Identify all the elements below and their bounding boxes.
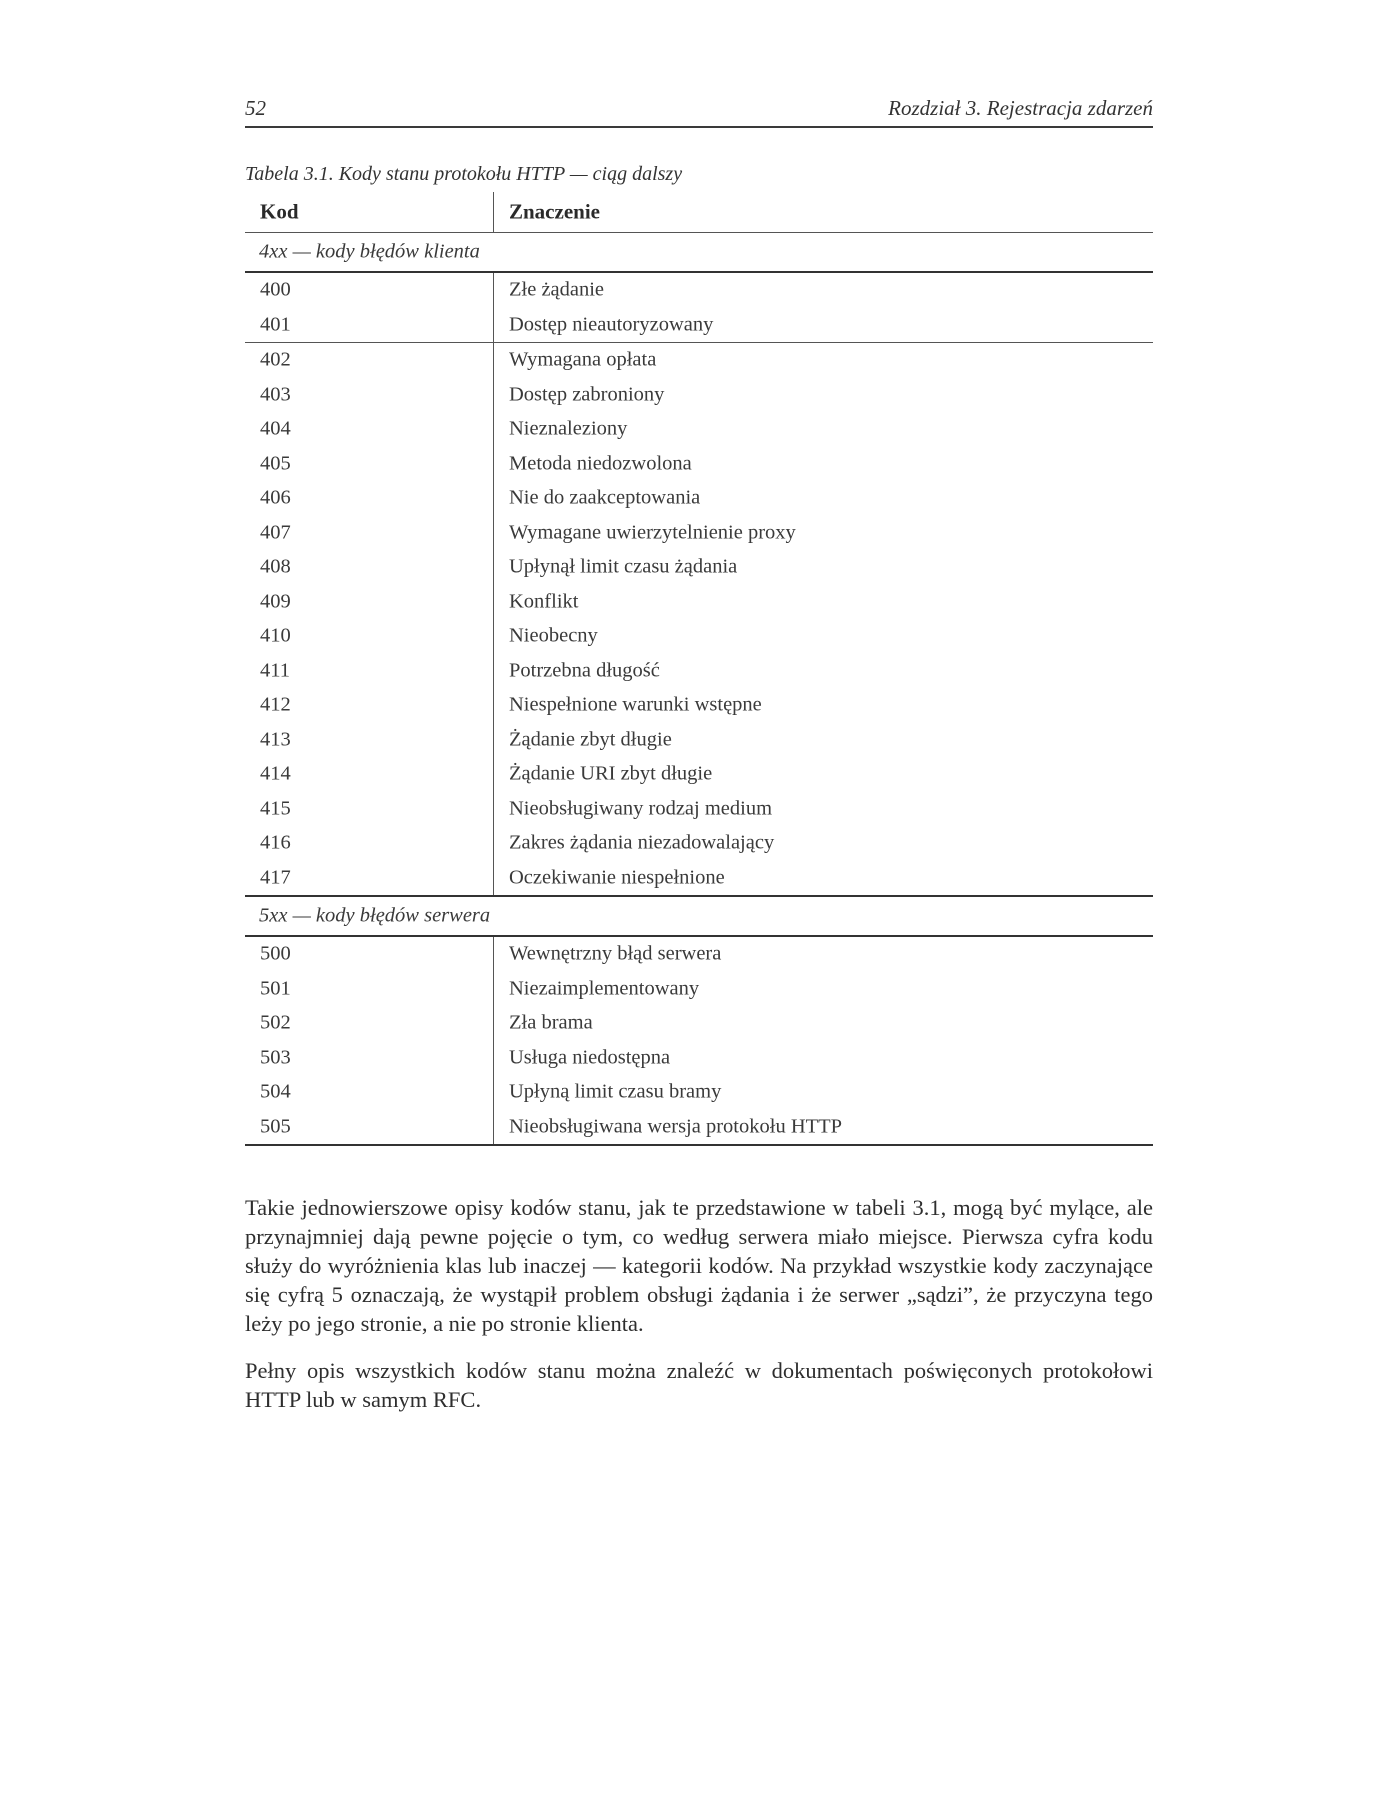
status-code-table: [245, 192, 1153, 1146]
column-divider: [493, 861, 494, 896]
column-divider: [493, 688, 494, 723]
status-meaning: Konflikt: [509, 590, 579, 613]
group-label-row: [245, 897, 1153, 935]
status-code: 413: [260, 728, 291, 751]
column-divider: [493, 826, 494, 861]
table-body: [245, 232, 1153, 1146]
status-meaning: Upłynął limit czasu żądania: [509, 555, 738, 578]
table-row: [245, 757, 1153, 792]
group-label: 4xx — kody błędów klienta: [259, 240, 480, 263]
table-row: [245, 619, 1153, 654]
table-row: [245, 481, 1153, 516]
status-meaning: Wewnętrzny błąd serwera: [509, 942, 722, 965]
paragraph: Pełny opis wszystkich kodów stanu można znaleźć w dokumentach poświęconych protokołowi HTTP lub w samym RFC.: [245, 1357, 1153, 1412]
status-code: 416: [260, 831, 291, 854]
column-divider: [493, 550, 494, 585]
column-divider: [493, 378, 494, 413]
column-divider: [493, 1075, 494, 1110]
column-divider: [493, 723, 494, 758]
table-row: [245, 1110, 1153, 1145]
status-code: 410: [260, 624, 291, 647]
table-row: [245, 378, 1153, 413]
status-meaning: Nie do zaakceptowania: [509, 486, 701, 509]
table-row: [245, 1075, 1153, 1110]
header-meaning: Znaczenie: [509, 199, 600, 224]
column-divider: [493, 1041, 494, 1076]
status-meaning: Wymagana opłata: [509, 348, 657, 371]
table-row: [245, 447, 1153, 482]
status-meaning: Niespełnione warunki wstępne: [509, 693, 762, 716]
table-row: [245, 723, 1153, 758]
table-row: [245, 412, 1153, 447]
column-divider: [493, 619, 494, 654]
status-code: 415: [260, 797, 291, 820]
status-meaning: Żądanie zbyt długie: [509, 728, 672, 751]
status-code: 503: [260, 1046, 291, 1069]
status-code: 504: [260, 1080, 291, 1103]
status-meaning: Nieobsługiwana wersja protokołu HTTP: [509, 1115, 843, 1138]
column-divider: [493, 937, 494, 972]
column-divider: [493, 757, 494, 792]
group-label-row: [245, 233, 1153, 271]
column-divider: [493, 308, 494, 343]
status-meaning: Oczekiwanie niespełnione: [509, 866, 725, 889]
table-row: [245, 1006, 1153, 1041]
column-divider: [493, 792, 494, 827]
status-meaning: Dostęp nieautoryzowany: [509, 313, 714, 336]
status-meaning: Złe żądanie: [509, 278, 605, 301]
table-row: [245, 273, 1153, 308]
header-code: Kod: [260, 199, 299, 224]
column-divider: [493, 412, 494, 447]
status-code: 409: [260, 590, 291, 613]
table-caption: Tabela 3.1. Kody stanu protokołu HTTP — ciąg dalszy: [245, 163, 683, 185]
column-divider: [493, 343, 494, 378]
table-row: [245, 1041, 1153, 1076]
table-row: [245, 654, 1153, 689]
status-code: 412: [260, 693, 291, 716]
column-divider: [493, 273, 494, 308]
column-divider: [493, 1006, 494, 1041]
status-code: 408: [260, 555, 291, 578]
table-row: [245, 343, 1153, 378]
status-meaning: Nieobecny: [509, 624, 598, 647]
status-code: 400: [260, 278, 291, 301]
status-meaning: Niezaimplementowany: [509, 977, 700, 1000]
table-row: [245, 972, 1153, 1007]
header-rule: [245, 126, 1153, 128]
table-row: [245, 937, 1153, 972]
status-meaning: Zakres żądania niezadowalający: [509, 831, 775, 854]
status-code: 414: [260, 762, 291, 785]
status-code: 402: [260, 348, 291, 371]
status-meaning: Nieznaleziony: [509, 417, 628, 440]
status-code: 403: [260, 383, 291, 406]
table-header-row: [245, 192, 1153, 232]
column-divider: [493, 516, 494, 551]
status-code: 405: [260, 452, 291, 475]
page-number: 52: [245, 96, 266, 120]
table-row: [245, 688, 1153, 723]
status-code: 411: [260, 659, 290, 682]
table-row: [245, 308, 1153, 343]
status-meaning: Usługa niedostępna: [509, 1046, 671, 1069]
status-meaning: Zła brama: [509, 1011, 593, 1034]
table-row: [245, 792, 1153, 827]
column-divider: [493, 192, 494, 232]
status-meaning: Upłyną limit czasu bramy: [509, 1080, 722, 1103]
column-divider: [493, 447, 494, 482]
table-row: [245, 550, 1153, 585]
status-meaning: Metoda niedozwolona: [509, 452, 692, 475]
table-row: [245, 826, 1153, 861]
column-divider: [493, 1110, 494, 1145]
chapter-title: Rozdział 3. Rejestracja zdarzeń: [888, 96, 1153, 120]
column-divider: [493, 481, 494, 516]
group-label: 5xx — kody błędów serwera: [259, 904, 491, 927]
status-code: 501: [260, 977, 291, 1000]
status-meaning: Potrzebna długość: [509, 659, 660, 682]
column-divider: [493, 972, 494, 1007]
status-code: 407: [260, 521, 291, 544]
status-meaning: Dostęp zabroniony: [509, 383, 665, 406]
status-code: 502: [260, 1011, 291, 1034]
status-meaning: Wymagane uwierzytelnienie proxy: [509, 521, 796, 544]
status-meaning: Żądanie URI zbyt długie: [509, 762, 713, 785]
column-divider: [493, 654, 494, 689]
table-bottom-rule: [245, 1144, 1153, 1146]
status-code: 404: [260, 417, 291, 440]
status-code: 417: [260, 866, 291, 889]
status-code: 505: [260, 1115, 291, 1138]
status-code: 401: [260, 313, 291, 336]
table-row: [245, 516, 1153, 551]
running-head: [245, 96, 1153, 121]
status-code: 406: [260, 486, 291, 509]
column-divider: [493, 585, 494, 620]
status-meaning: Nieobsługiwany rodzaj medium: [509, 797, 773, 820]
status-code: 500: [260, 942, 291, 965]
table-row: [245, 861, 1153, 896]
table-row: [245, 585, 1153, 620]
paragraph: Takie jednowierszowe opisy kodów stanu, jak te przedstawione w tabeli 3.1, mogą być mylące, ale przynajmniej dają pewne pojęcie o tym, co według serwera miało miejsce. Pierwsza cyfra kodu służy do wyróżnienia klas lub inaczej — kategorii kodów. Na przykład wszystkie kody zaczynające się cyfrą 5 oznaczają, że wystąpił problem obsługi żądania i że serwer „sądzi”, że przyczyna tego leży po jego stronie, a nie po stronie klienta.: [245, 1194, 1153, 1336]
